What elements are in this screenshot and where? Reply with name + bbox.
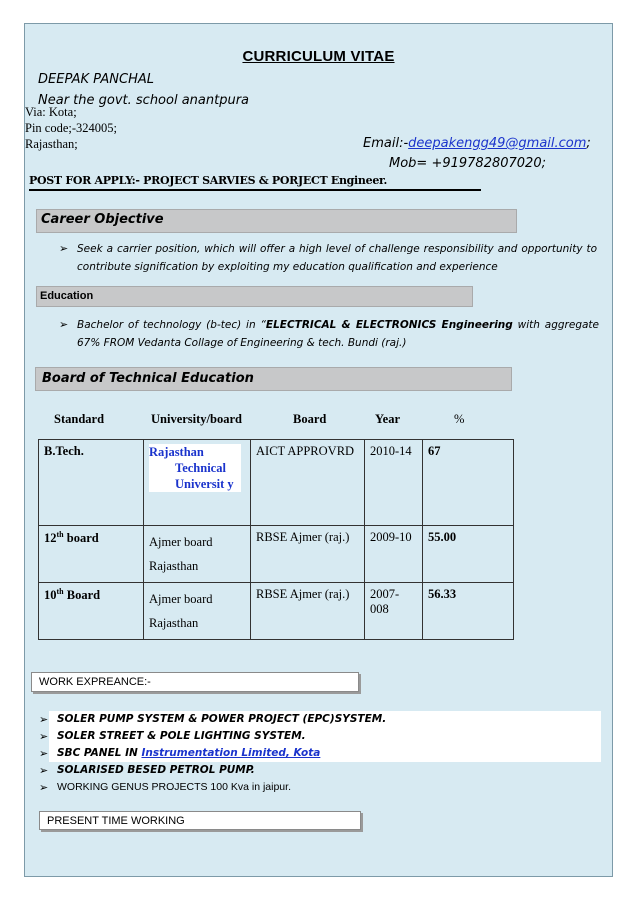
table-cell: 67 <box>423 440 514 526</box>
education-table <box>38 439 514 640</box>
table-row <box>39 440 514 526</box>
arrow-bullet-icon: ➢ <box>39 747 49 760</box>
company-link[interactable]: Instrumentation Limited, Kota <box>141 747 321 759</box>
career-objective-body: Seek a carrier position, which will offer a high level of challenge responsibility and opportunity to contribute signification by exploiting my education qualification and experience <box>77 243 597 273</box>
list-item: ➢ SOLARISED BESED PETROL PUMP. <box>39 764 255 777</box>
arrow-bullet-icon: ➢ <box>39 730 49 743</box>
table-cell: Ajmer board Rajasthan <box>144 583 251 640</box>
career-objective-text <box>59 240 597 276</box>
address-pin: Pin code;-324005; <box>25 121 118 135</box>
address-line: Near the govt. school anantpura <box>38 93 250 108</box>
table-cell: B.Tech. <box>39 440 144 526</box>
table-cell: 2007-008 <box>365 583 423 640</box>
post-underline <box>29 189 481 191</box>
arrow-bullet-icon: ➢ <box>39 782 49 794</box>
email-line <box>363 136 591 151</box>
table-cell: Ajmer board Rajasthan <box>144 526 251 583</box>
arrow-bullet-icon: ➢ <box>39 713 49 726</box>
column-header-university: University/board <box>151 412 242 426</box>
resume-page <box>24 23 613 877</box>
list-item: ➢ SOLER PUMP SYSTEM & POWER PROJECT (EPC)SYSTEM. <box>39 713 387 726</box>
table-cell: RBSE Ajmer (raj.) <box>251 583 365 640</box>
table-row <box>39 583 514 640</box>
table-row <box>39 526 514 583</box>
column-header-percent: % <box>454 412 465 426</box>
table-cell: AICT APPROVRD <box>251 440 365 526</box>
list-item: ➢ SOLER STREET & POLE LIGHTING SYSTEM. <box>39 730 306 743</box>
present-work-heading: PRESENT TIME WORKING <box>47 815 185 827</box>
work-experience-header <box>31 672 359 692</box>
table-cell: 12th board <box>39 526 144 583</box>
candidate-name: DEEPAK PANCHAL <box>38 72 154 87</box>
table-cell: 2009-10 <box>365 526 423 583</box>
list-item: ➢ WORKING GENUS PROJECTS 100 Kva in jaipur. <box>39 781 291 794</box>
table-cell: 2010-14 <box>365 440 423 526</box>
arrow-bullet-icon: ➢ <box>59 242 69 255</box>
table-cell: 55.00 <box>423 526 514 583</box>
post-applied: POST FOR APPLY:- PROJECT SARVIES & PORJECT Engineer. <box>29 174 388 187</box>
career-objective-heading: Career Objective <box>41 212 164 227</box>
mobile-number: Mob= +919782807020; <box>389 156 546 171</box>
column-header-board: Board <box>293 412 327 426</box>
present-work-header <box>39 811 361 830</box>
board-heading: Board of Technical Education <box>42 371 254 386</box>
board-header <box>35 367 512 391</box>
address-via: Via: Kota; <box>25 105 77 119</box>
education-degree: ELECTRICAL & ELECTRONICS Engineering <box>265 319 513 331</box>
table-cell <box>144 440 251 526</box>
list-item: ➢ SBC PANEL IN Instrumentation Limited, Kota <box>39 747 321 760</box>
education-suffix: with aggregate 67% FROM Vedanta Collage of Engineering & tech. Bundi (raj.) <box>77 319 600 349</box>
education-heading: Education <box>40 290 94 302</box>
career-objective-header <box>36 209 517 233</box>
arrow-bullet-icon: ➢ <box>39 764 49 777</box>
table-cell: RBSE Ajmer (raj.) <box>251 526 365 583</box>
university-name: Rajasthan Technical Universit y <box>149 444 241 492</box>
arrow-bullet-icon: ➢ <box>59 318 69 331</box>
education-prefix: Bachelor of technology (b-tec) in “ <box>77 319 266 331</box>
page-title: CURRICULUM VITAE <box>242 48 395 65</box>
address-state: Rajasthan; <box>25 137 78 151</box>
education-text <box>59 316 600 352</box>
email-label: Email:- <box>363 136 409 151</box>
column-header-year: Year <box>375 412 400 426</box>
table-cell: 10th Board <box>39 583 144 640</box>
education-header <box>36 286 473 307</box>
email-suffix: ; <box>586 136 591 151</box>
email-link[interactable]: deepakengg49@gmail.com <box>408 136 587 151</box>
work-experience-heading: WORK EXPREANCE:- <box>39 676 151 688</box>
column-header-standard: Standard <box>54 412 105 426</box>
table-cell: 56.33 <box>423 583 514 640</box>
